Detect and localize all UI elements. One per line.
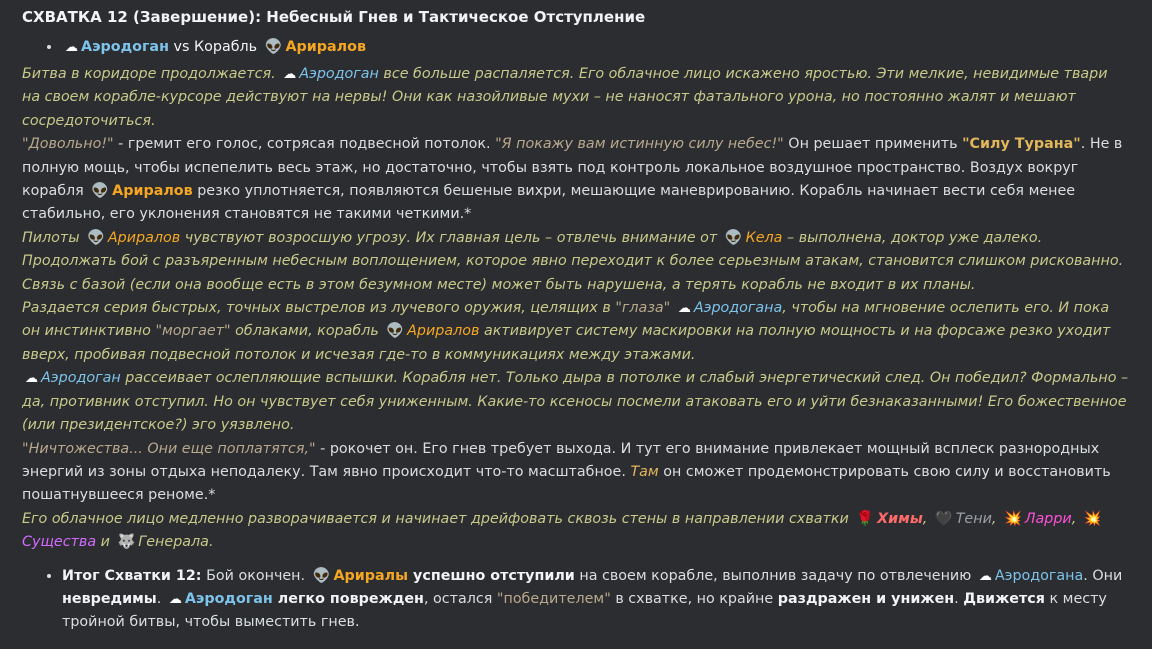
p3-text-2: чувствуют возросшую угрозу. Их главная цель – отвлечь внимание от (180, 229, 722, 246)
alien-icon: 👽 (91, 183, 110, 200)
p3-text: Пилоты (22, 229, 85, 246)
paragraph-6 (22, 438, 1130, 508)
p6-text: - рокочет он. Его гнев требует выхода. И тут его внимание привлекает мощный всплеск разнородных энергий из зоны отдыха неподалеку. Там явно происходит что-то масштабное. (22, 440, 1100, 480)
name-teni: Тени (955, 510, 992, 527)
matchup-list (22, 36, 1130, 59)
paragraph-2 (22, 133, 1130, 227)
p1-text: Битва в коридоре продолжается. (22, 66, 276, 82)
quote: "глаза" (615, 300, 671, 317)
summary-text-11: . (954, 590, 964, 607)
summary-bold-5: Движется (963, 590, 1045, 607)
summary-text-3: на своем корабле, выполнив задачу по отвлечению (574, 567, 976, 584)
page-title: СХВАТКА 12 (Завершение): Небесный Гнев и Тактическое Отступление (22, 8, 646, 26)
and-text: и (96, 534, 115, 551)
name-aerodogan: Аэродоган (41, 370, 121, 387)
paragraph-1 (22, 63, 1130, 133)
cloud-icon: ☁ (25, 371, 38, 387)
summary-bold-3: легко поврежден (272, 590, 424, 607)
p4-text-2: , чтобы на мгновение ослепить его. И пока он инстинктивно (22, 300, 1110, 340)
p2-text-2: Он решает применить (783, 136, 963, 153)
p7-text: Его облачное лицо медленно разворачивается и начинает дрейфовать сквозь стены в направлении схватки (22, 510, 854, 527)
name-hima: Химы (877, 510, 923, 527)
cloud-icon: ☁ (168, 591, 182, 607)
paragraph-5 (22, 367, 1130, 437)
paragraph-3 (22, 227, 1130, 297)
summary-text-6: . (156, 590, 166, 607)
collision-icon: 💥 (1083, 510, 1102, 527)
skill-name: "Силу Турана" (962, 136, 1081, 153)
alien-icon: 👽 (386, 323, 405, 340)
alien-icon: 👽 (724, 229, 743, 246)
summary-label: Итог Схватки 12: (62, 567, 202, 584)
summary-text-8: , остался (423, 590, 497, 607)
period: . (208, 534, 214, 551)
wolf-icon: 🐺 (117, 534, 136, 551)
paragraph-7: Его облачное лицо медленно разворачивается и начинает дрейфовать сквозь стены в направлении схватки 🌹 Химы, 🖤 Тени, 💥 Ларри, 💥 Существа и 🐺 Генерала. (22, 508, 1130, 555)
black-heart-icon: 🖤 (934, 510, 953, 527)
name-kela: Кела (745, 229, 783, 246)
alien-icon: 👽 (312, 567, 331, 584)
emphasis-tam: Там (630, 463, 659, 480)
name-sushchestvo: Существа (22, 534, 97, 551)
paragraph-4 (22, 297, 1130, 367)
quote: "Ничтожества... Они еще поплатятся," (22, 440, 316, 457)
p3-text-3: – выполнена, доктор уже далеко. Продолжать бой с разъяренным небесным воплощением, которое явно переходит к более серьезным атакам, становится слишком рискованно. Связь с базой (если она вообще есть в этом безумном месте) может быть нарушена, а терять корабль не входит в их планы. (22, 229, 1124, 293)
collision-icon: 💥 (1003, 510, 1022, 527)
summary-text-4: . Они (1083, 567, 1123, 584)
p2-text-4: резко уплотняется, появляются бешеные вихри, мешающие маневрированию. Корабль начинает вести себя менее стабильно, его уклонения становятся не такими четкими.* (22, 183, 1076, 223)
rose-icon: 🌹 (856, 510, 875, 527)
summary-bold-4: раздражен и унижен (777, 590, 955, 607)
cloud-icon: ☁ (283, 67, 297, 82)
name-arirals: Ариралов (107, 229, 181, 246)
cloud-icon: ☁ (978, 568, 992, 584)
summary-item (62, 565, 1130, 634)
name-aerodogan: Аэродоган (81, 39, 169, 55)
alien-icon: 👽 (87, 229, 105, 246)
quote: "победителем" (496, 590, 611, 607)
summary-list (22, 565, 1130, 634)
alien-icon: 👽 (264, 39, 283, 55)
summary-text: Бой окончен. (201, 567, 310, 584)
summary-bold-2: невредимы (62, 590, 157, 607)
p2-text-3: . Не в полную мощь, чтобы испепелить весь этаж, но достаточно, чтобы взять под контроль локальное воздушное пространство. Воздух вокруг корабля (22, 136, 1123, 200)
vs-text: vs Корабль (168, 39, 262, 55)
summary-text-9: в схватке, но крайне (610, 590, 778, 607)
p2-text: - гремит его голос, сотрясая подвесной потолок. (113, 136, 496, 153)
p1-text-2: все больше распаляется. Его облачное лицо искажено яростью. Эти мелкие, невидимые твари на своем корабле-курсоре действуют на нервы! Они как назойливые мухи – не наносят фатального урона, но постоянно жалят и мешают сосредоточиться. (22, 66, 1108, 129)
p4-text-4: активирует систему маскировки на полную мощность и на форсаже резко уходит вверх, пробивая подвесной потолок и исчезая где-то в коммуникациях между этажами. (22, 323, 1111, 363)
p4-text-3: облаками, корабль (230, 323, 384, 340)
p5-text: рассеивает ослепляющие вспышки. Корабля нет. Только дыра в потолке и слабый энергетический след. Он победил? Формально – да, противник отступил. Но он чувствует себя униженным. Какие-то ксеносы посмели атаковать его и уйти безнаказанными! Его божественное (или президентское?) эго уязвлено. (22, 370, 1129, 434)
name-general: Генерала (138, 534, 209, 551)
quote: "Я покажу вам истинную силу небес!" (495, 136, 784, 153)
name-aerodogan: Аэродоган (184, 590, 273, 607)
p4-text: Раздается серия быстрых, точных выстрелов из лучевого оружия, целящих в (22, 300, 616, 317)
quote: "Довольно!" (22, 136, 114, 153)
name-arirals: Ариралов (285, 39, 366, 55)
name-arirals: Ариралы (333, 567, 409, 584)
name-aerodogan: Аэродоган (299, 66, 379, 82)
quote: "моргает" (155, 323, 231, 340)
name-arirals: Ариралов (112, 183, 193, 200)
cloud-icon: ☁ (677, 301, 691, 317)
matchup-item (62, 36, 1130, 59)
cloud-icon: ☁ (65, 40, 78, 55)
summary-bold: успешно отступили (408, 567, 575, 584)
summary-text-13: к месту тройной битвы, чтобы выместить гнев. (62, 590, 1107, 630)
name-arirals: Ариралов (407, 323, 480, 340)
name-aerodogan: Аэродогана (693, 300, 783, 317)
name-larri: Ларри (1024, 510, 1072, 527)
name-aerodogan: Аэродогана (994, 567, 1084, 584)
p6-text-2: он сможет продемонстрировать свою силу и восстановить пошатнувшееся реноме.* (22, 463, 1111, 504)
